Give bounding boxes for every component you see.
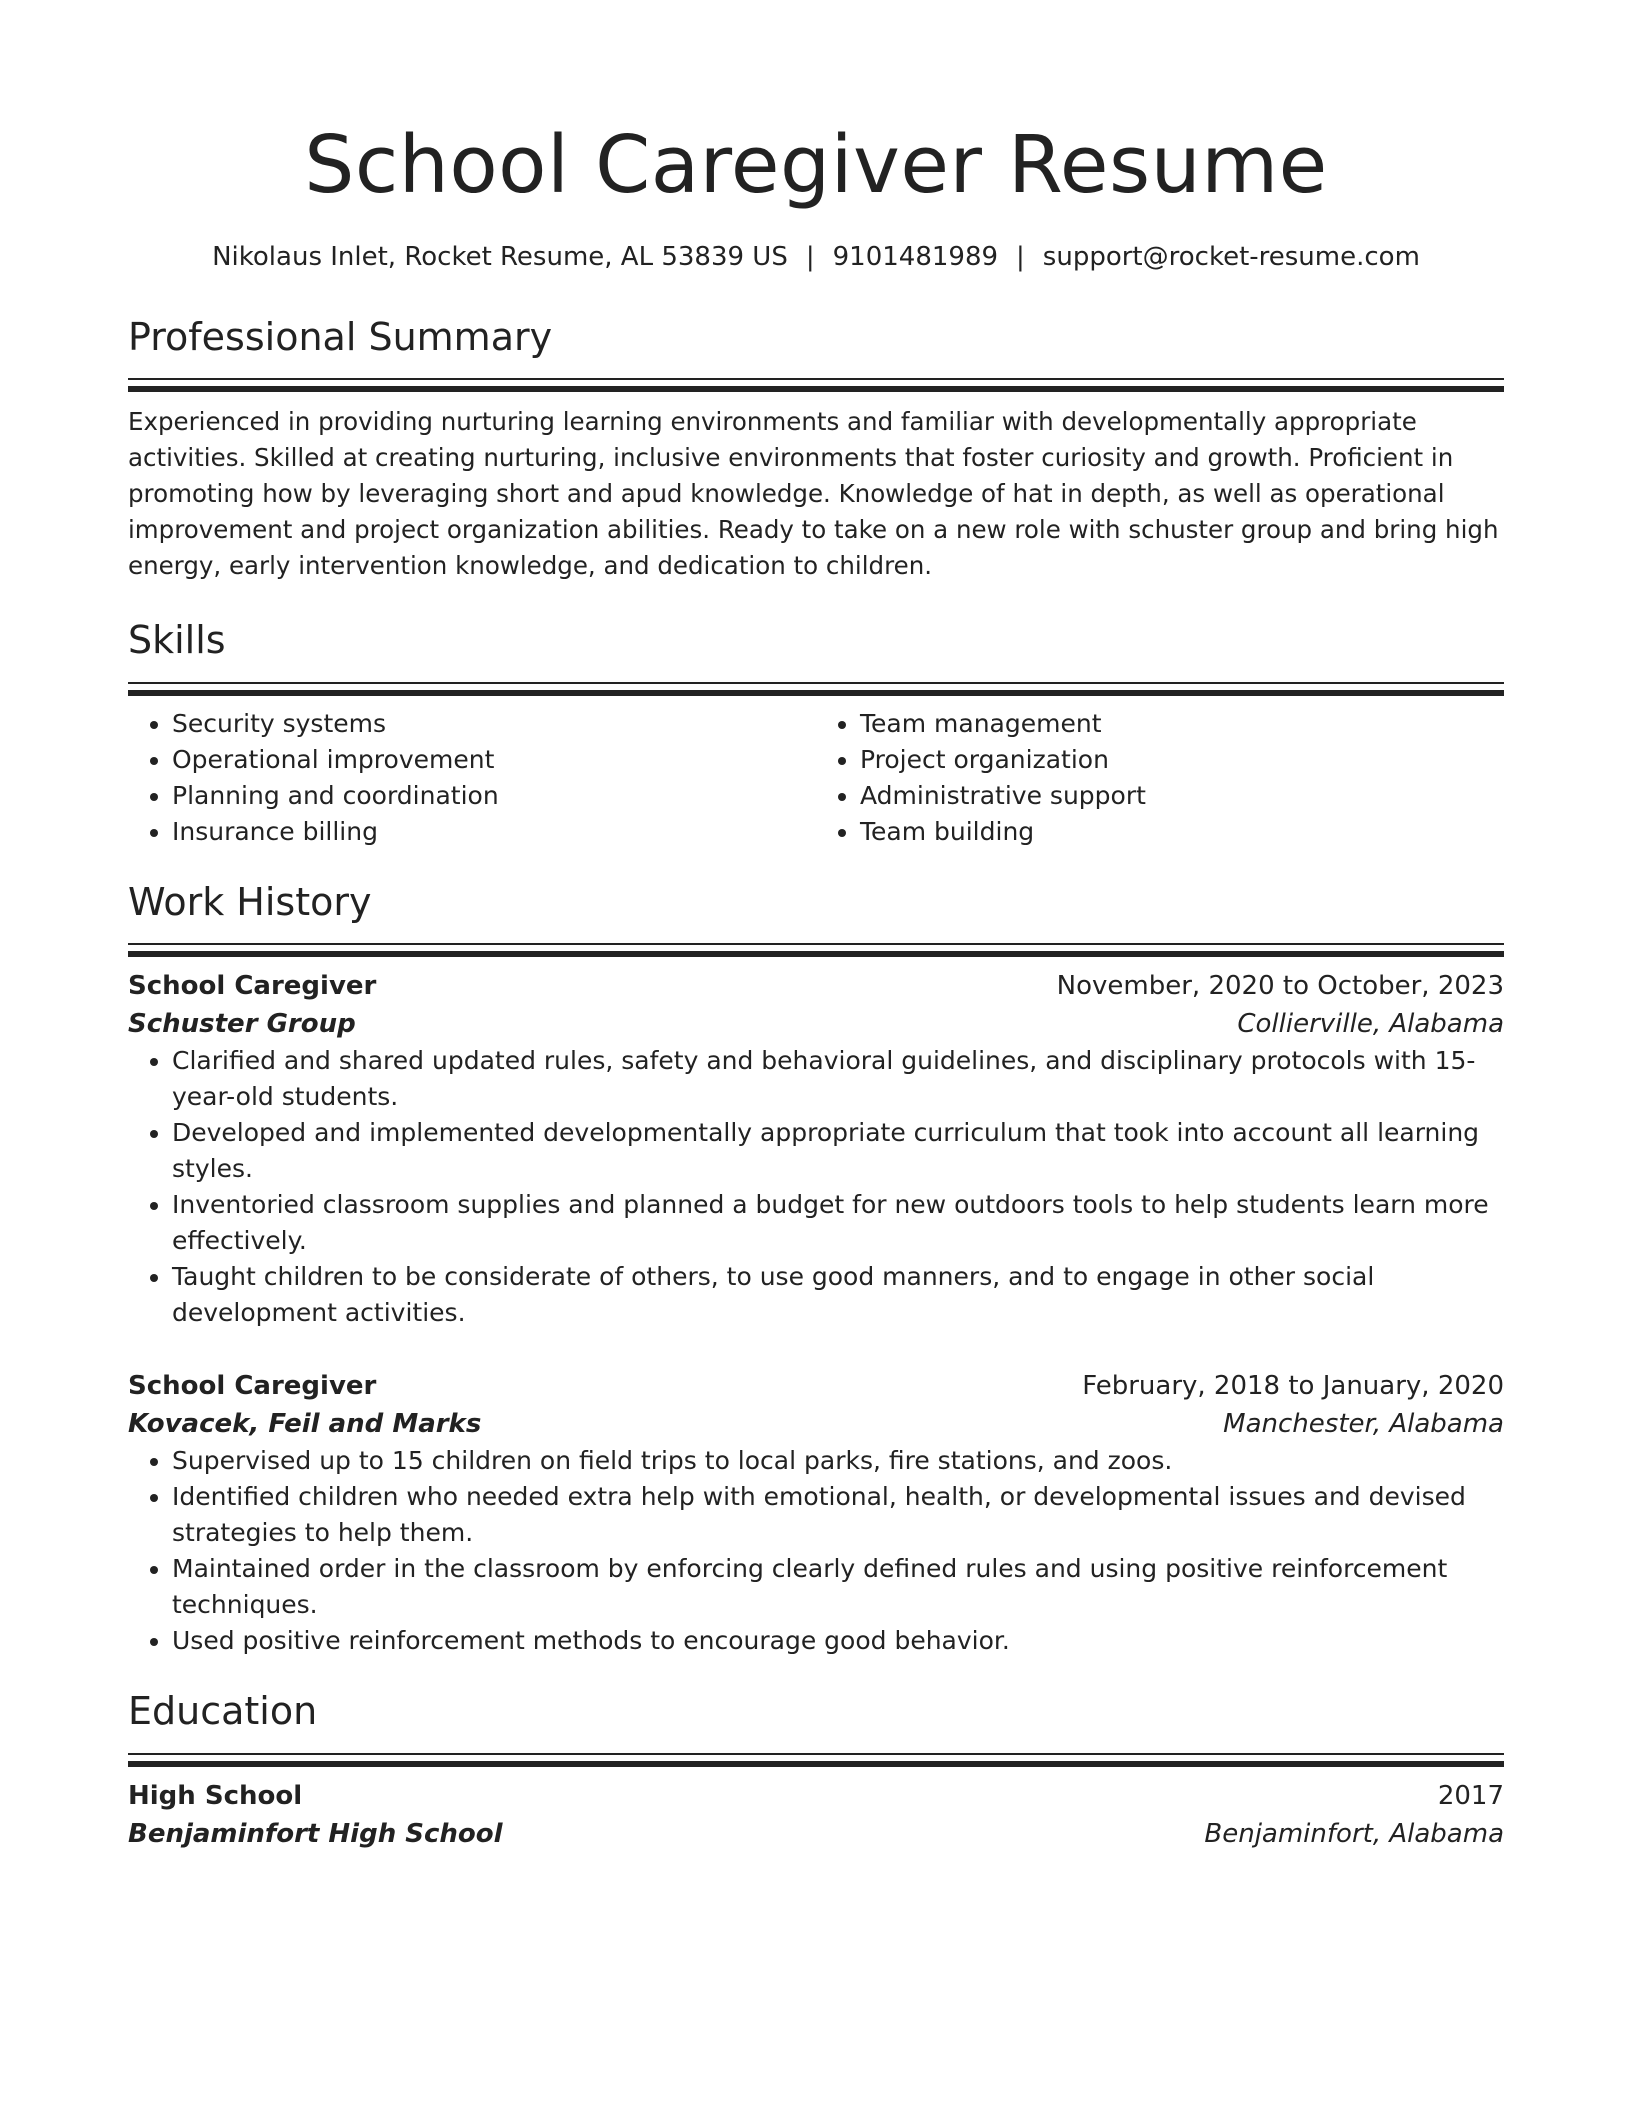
contact-phone: 9101481989 [832, 241, 999, 272]
job-location: Collierville, Alabama [1237, 1009, 1504, 1040]
skill-item: • Operational improvement [172, 742, 816, 778]
job-company: Kovacek, Feil and Marks [128, 1409, 482, 1440]
skill-item: • Security systems [172, 706, 816, 742]
summary-heading: Professional Summary [128, 314, 553, 359]
section-divider [128, 943, 1504, 951]
job-bullet: • Clarified and shared updated rules, safety and behavioral guidelines, and disciplinary protocols with 15-year-old students. [172, 1043, 1504, 1115]
job-entry [128, 967, 1504, 1331]
education-heading: Education [128, 1689, 318, 1734]
job-header [128, 967, 1504, 1005]
job-title: School Caregiver [128, 971, 377, 1002]
education-school: Benjaminfort High School [128, 1819, 503, 1850]
skills-heading: Skills [128, 618, 226, 663]
skill-item: • Team management [860, 706, 1504, 742]
section-divider [128, 378, 1504, 386]
job-bullet: • Maintained order in the classroom by enforcing clearly defined rules and using positive reinforcement techniques. [172, 1551, 1504, 1623]
job-header [128, 1367, 1504, 1405]
contact-separator: | [1016, 241, 1025, 272]
skills-list-left [128, 706, 816, 850]
skill-item: • Team building [860, 814, 1504, 850]
education-section [128, 1689, 1504, 1853]
job-bullet: • Identified children who needed extra help with emotional, health, or developmental issues and devised strategies to help them. [172, 1479, 1504, 1551]
resume-title: School Caregiver Resume [304, 119, 1328, 211]
job-company: Schuster Group [128, 1009, 356, 1040]
contact-email: support@rocket-resume.com [1042, 241, 1420, 272]
skill-item: • Planning and coordination [172, 778, 816, 814]
education-degree: High School [128, 1781, 303, 1812]
summary-text: Experienced in providing nurturing learning environments and familiar with developmentally appropriate activities. Skilled at creating nurturing, inclusive environments that foster curiosity and growth. Proficient in promoting how by leveraging short and apud knowledge. Knowledge of hat in depth, as well as operational improvement and project organization abilities. Ready to take on a new role with schuster group and bring high energy, early intervention knowledge, and dedication to children. [128, 407, 1499, 581]
education-entry [128, 1777, 1504, 1853]
skills-section [128, 618, 1504, 850]
job-bullets [128, 1443, 1504, 1659]
skills-grid [128, 706, 1504, 850]
job-title: School Caregiver [128, 1371, 377, 1402]
job-bullet: • Used positive reinforcement methods to encourage good behavior. [172, 1623, 1504, 1659]
education-header [128, 1777, 1504, 1815]
job-bullet: • Developed and implemented developmentally appropriate curriculum that took into account all learning styles. [172, 1115, 1504, 1187]
summary-section [128, 315, 1504, 585]
job-dates: February, 2018 to January, 2020 [1082, 1371, 1504, 1402]
education-year: 2017 [1437, 1781, 1504, 1812]
job-subheader [128, 1005, 1504, 1043]
job-bullet: • Taught children to be considerate of others, to use good manners, and to engage in other social development activities. [172, 1259, 1504, 1331]
work-heading: Work History [128, 879, 372, 924]
job-entry [128, 1367, 1504, 1659]
section-divider [128, 682, 1504, 690]
work-section [128, 880, 1504, 1660]
contact-address: Nikolaus Inlet, Rocket Resume, AL 53839 US [212, 241, 788, 272]
contact-line [128, 241, 1504, 275]
skills-list-right [816, 706, 1504, 850]
skill-item: • Administrative support [860, 778, 1504, 814]
section-divider [128, 1753, 1504, 1761]
education-subheader [128, 1815, 1504, 1853]
skill-item: • Project organization [860, 742, 1504, 778]
job-dates: November, 2020 to October, 2023 [1056, 971, 1504, 1002]
job-bullets [128, 1043, 1504, 1331]
job-subheader [128, 1405, 1504, 1443]
job-location: Manchester, Alabama [1223, 1409, 1504, 1440]
contact-separator: | [805, 241, 815, 272]
job-bullet: • Inventoried classroom supplies and planned a budget for new outdoors tools to help students learn more effectively. [172, 1187, 1504, 1259]
skill-item: • Insurance billing [172, 814, 816, 850]
job-bullet: • Supervised up to 15 children on field trips to local parks, fire stations, and zoos. [172, 1443, 1504, 1479]
education-location: Benjaminfort, Alabama [1204, 1819, 1504, 1850]
